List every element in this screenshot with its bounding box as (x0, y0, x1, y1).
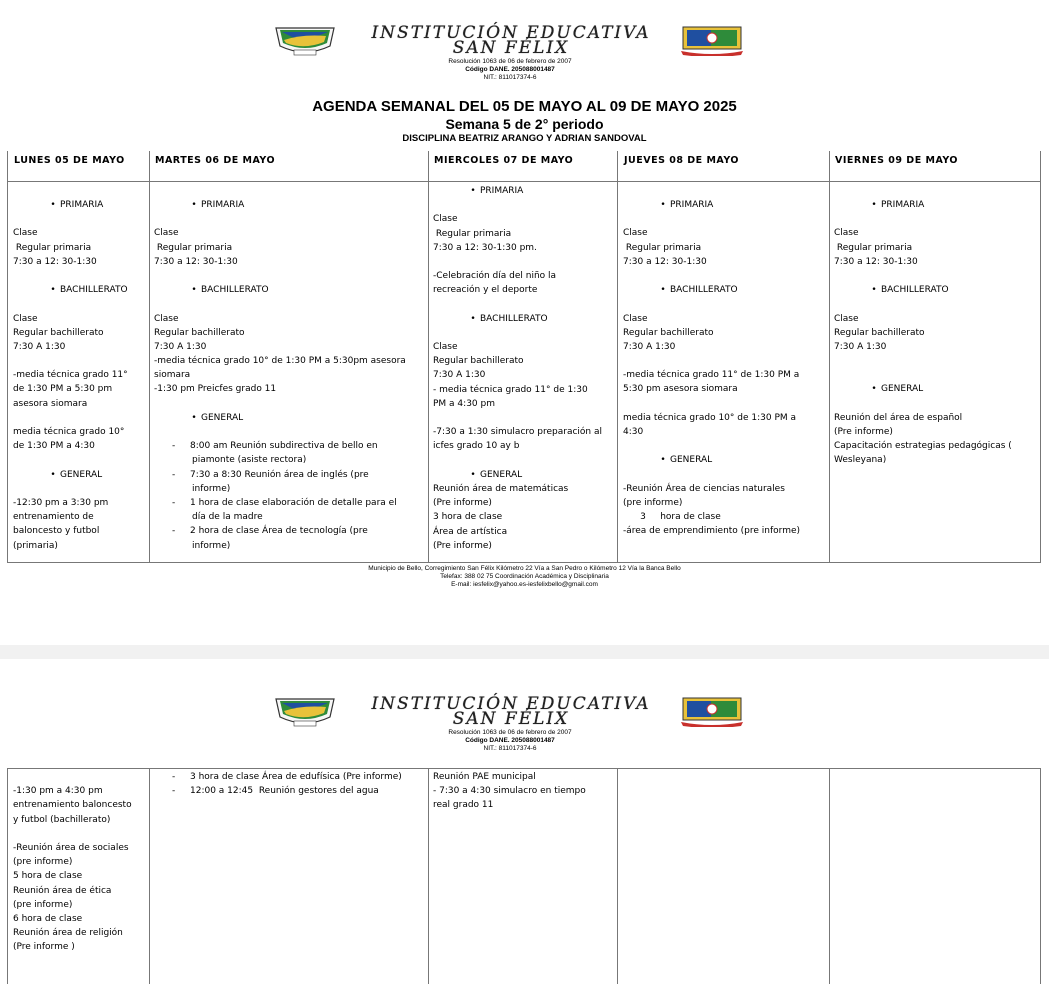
agenda-line: 7:30 A 1:30 (154, 341, 207, 352)
spacer (623, 439, 824, 453)
spacer (154, 269, 423, 283)
dane-code: Código DANE. 205088001487 (465, 737, 555, 744)
day-header-viernes: VIERNES 09 DE MAYO (829, 151, 1040, 182)
nit-text: NIT.: 811017374-6 (483, 745, 537, 752)
spacer (433, 411, 612, 425)
agenda-line: Regular bachillerato (623, 327, 714, 338)
spacer (834, 397, 1035, 411)
agenda-line: Clase (154, 313, 179, 324)
section-heading: • BACHILLERATO (13, 283, 144, 297)
agenda-line: Clase (433, 214, 458, 225)
agenda-line: Regular primaria (13, 242, 92, 253)
agenda-line: recreación y el deporte (433, 285, 538, 296)
agenda-line: (Pre informe) (433, 540, 492, 551)
agenda-line: 5 hora de clase (13, 871, 83, 882)
day-column-lunes (8, 151, 150, 562)
institution-info (380, 729, 640, 753)
dash-list-item: - 8:00 am Reunión subdirectiva de bello en (154, 439, 423, 453)
agenda-line: - 7:30 a 4:30 simulacro en tiempo (433, 786, 586, 797)
day-column-continued-martes (149, 769, 429, 984)
day-header-miercoles: MIERCOLES 07 DE MAYO (428, 151, 617, 182)
agenda-line: 7:30 A 1:30 (834, 341, 887, 352)
agenda-line: real grado 11 (433, 800, 494, 811)
agenda-title: AGENDA SEMANAL DEL 05 DE MAYO AL 09 DE MAYO 2025 (312, 98, 737, 115)
spacer (13, 297, 144, 311)
spacer (154, 297, 423, 311)
agenda-line: piamonte (asiste rectora) (192, 455, 307, 466)
agenda-line: icfes grado 10 ay b (433, 441, 520, 452)
agenda-line: 7:30 A 1:30 (433, 370, 486, 381)
dane-code: Código DANE. 205088001487 (465, 66, 555, 73)
agenda-line: Clase (13, 313, 38, 324)
section-heading: • GENERAL (834, 382, 1035, 396)
footer-telefax: Telefax: 388 02 75 Coordinación Académica y Disciplinaria (440, 573, 609, 580)
spacer (433, 198, 612, 212)
section-heading: • PRIMARIA (154, 198, 423, 212)
institution-name-line2: SAN FÉLIX (452, 709, 570, 729)
section-heading: • GENERAL (154, 411, 423, 425)
section-heading: • BACHILLERATO (433, 312, 612, 326)
spacer (834, 297, 1035, 311)
spacer (834, 368, 1035, 382)
agenda-line: siomara (154, 370, 191, 381)
agenda-line: Reunión del área de español (834, 412, 963, 423)
agenda-line: media técnica grado 10° (13, 427, 125, 437)
spacer (433, 454, 612, 468)
day-column-continued-viernes (829, 769, 1041, 984)
agenda-line: Regular bachillerato (834, 327, 925, 338)
spacer (13, 770, 144, 784)
agenda-line: Clase (154, 228, 179, 239)
page-separator (0, 645, 1049, 659)
bello-shield-logo (272, 697, 338, 727)
dash-list-item: - 12:00 a 12:45 Reunión gestores del agua (154, 784, 423, 798)
agenda-line: -1:30 pm Preicfes grado 11 (154, 384, 277, 395)
agenda-line: (Pre informe ) (13, 942, 75, 953)
institution-name (346, 694, 676, 729)
agenda-line: 3 hora de clase (433, 512, 503, 523)
section-heading: • GENERAL (433, 468, 612, 482)
agenda-discipline: DISCIPLINA BEATRIZ ARANGO Y ADRIAN SANDOVAL (402, 133, 647, 144)
agenda-line: Regular primaria (623, 242, 702, 253)
agenda-line: -media técnica grado 11° de 1:30 PM a (623, 370, 800, 381)
spacer (623, 212, 824, 226)
agenda-line: -Reunión área de sociales (13, 842, 129, 853)
agenda-line: 3 hora de clase (623, 512, 721, 523)
agenda-line: Clase (433, 342, 458, 353)
agenda-line: (pre informe) (13, 899, 73, 910)
agenda-line: Clase (13, 228, 38, 239)
spacer (13, 269, 144, 283)
spacer (834, 269, 1035, 283)
agenda-line: Clase (623, 313, 648, 324)
agenda-line: 6 hora de clase (13, 913, 83, 924)
dash-list-item: - 2 hora de clase Área de tecnología (pre (154, 524, 423, 538)
agenda-line: baloncesto y futbol (13, 526, 100, 537)
footer (0, 565, 1049, 589)
letterhead (0, 23, 1049, 96)
agenda-line: informe) (192, 540, 231, 551)
spacer (623, 468, 824, 482)
section-heading: • PRIMARIA (433, 184, 612, 198)
letterhead (0, 694, 1049, 767)
day-header-jueves: JUEVES 08 DE MAYO (618, 151, 829, 182)
spacer (13, 482, 144, 496)
agenda-line: (pre informe) (13, 857, 73, 868)
section-heading: • GENERAL (13, 468, 144, 482)
agenda-line: informe) (192, 483, 231, 494)
agenda-table (7, 151, 1041, 563)
institution-info (380, 58, 640, 82)
day-header-martes: MARTES 06 DE MAYO (149, 151, 428, 182)
footer-address: Municipio de Bello, Corregimiento San Félix Kilómetro 22 Vía a San Pedro o Kilómetro 12 Vía la Banca Bello (368, 565, 681, 572)
agenda-line: (Pre informe) (834, 427, 893, 437)
agenda-line: entrenamiento baloncesto (13, 800, 132, 811)
day-column-viernes (829, 151, 1041, 562)
document-page-2 (0, 659, 1049, 983)
agenda-line: -Celebración día del niño la (433, 271, 557, 282)
agenda-line: día de la madre (192, 512, 263, 523)
agenda-line: Regular bachillerato (433, 356, 524, 367)
institution-name-line1: INSTITUCIÓN EDUCATIVA (371, 23, 651, 43)
agenda-line: Clase (623, 228, 648, 239)
agenda-line: de 1:30 PM a 5:30 pm (13, 384, 113, 395)
spacer (623, 297, 824, 311)
agenda-subtitle: Semana 5 de 2° periodo (445, 116, 604, 132)
agenda-line: entrenamiento de (13, 512, 94, 523)
spacer (13, 453, 144, 467)
footer-email: E-mail: iesfelix@yahoo.es-iesfelixbello@gmail.com (451, 581, 598, 588)
agenda-line: Regular bachillerato (154, 327, 245, 338)
agenda-line: -12:30 pm a 3:30 pm (13, 497, 109, 508)
institution-name-line2: SAN FÉLIX (452, 38, 570, 58)
institution-name-line1: INSTITUCIÓN EDUCATIVA (371, 694, 651, 714)
agenda-line: 7:30 A 1:30 (623, 341, 676, 352)
agenda-line: -media técnica grado 10° de 1:30 PM a 5:30pm asesora (154, 356, 406, 367)
section-heading: • BACHILLERATO (834, 283, 1035, 297)
agenda-line: Capacitación estrategias pedagógicas ( (834, 441, 1012, 452)
day-activities-lunes (8, 198, 149, 553)
agenda-line: Regular primaria (433, 228, 512, 239)
agenda-line: PM a 4:30 pm (433, 398, 495, 409)
agenda-line: 7:30 a 12: 30-1:30 (13, 256, 97, 267)
section-heading: • BACHILLERATO (623, 283, 824, 297)
day-activities-continued-martes (149, 770, 428, 798)
spacer (433, 255, 612, 269)
agenda-line: Clase (834, 228, 859, 239)
spacer (623, 269, 824, 283)
agenda-line: -media técnica grado 11° (13, 370, 128, 381)
spacer (154, 212, 423, 226)
agenda-line: Wesleyana) (834, 455, 887, 466)
day-column-martes (149, 151, 429, 562)
agenda-line: y futbol (bachillerato) (13, 814, 111, 825)
spacer (623, 397, 824, 411)
agenda-line: 7:30 A 1:30 (13, 341, 66, 352)
agenda-line: 7:30 a 12: 30-1:30 (623, 256, 707, 267)
nit-text: NIT.: 811017374-6 (483, 74, 537, 81)
section-heading: • PRIMARIA (13, 198, 144, 212)
agenda-line: (pre informe) (623, 497, 683, 508)
day-activities-viernes (829, 198, 1040, 468)
agenda-line: Reunión área de matemáticas (433, 483, 569, 494)
institution-name (346, 23, 676, 58)
agenda-line: - media técnica grado 11° de 1:30 (433, 384, 588, 395)
agenda-line: -1:30 pm a 4:30 pm (13, 786, 103, 797)
agenda-line: Reunión área de ética (13, 885, 112, 896)
spacer (433, 326, 612, 340)
section-heading: • PRIMARIA (623, 198, 824, 212)
agenda-line: -área de emprendimiento (pre informe) (623, 526, 801, 537)
san-felix-shield-logo (679, 26, 745, 56)
agenda-line: (primaria) (13, 540, 58, 551)
agenda-table-continued (7, 768, 1041, 984)
dash-list-item: - 3 hora de clase Área de edufísica (Pre informe) (154, 770, 423, 784)
day-column-continued-miercoles (428, 769, 618, 984)
agenda-line: -7:30 a 1:30 simulacro preparación al (433, 427, 602, 438)
day-activities-continued-miercoles (428, 770, 617, 813)
agenda-line: 7:30 a 12: 30-1:30 (834, 256, 918, 267)
spacer (834, 212, 1035, 226)
bello-shield-logo (272, 26, 338, 56)
agenda-line: -Reunión Área de ciencias naturales (623, 483, 785, 494)
agenda-line: Reunión área de religión (13, 928, 123, 939)
san-felix-shield-logo (679, 697, 745, 727)
spacer (834, 354, 1035, 368)
agenda-line: Regular primaria (154, 242, 233, 253)
day-column-continued-lunes (8, 769, 150, 984)
day-activities-continued-lunes (8, 770, 149, 954)
day-column-miercoles (428, 151, 618, 562)
spacer (13, 827, 144, 841)
agenda-line: 7:30 a 12: 30-1:30 pm. (433, 242, 537, 253)
day-activities-miercoles (428, 184, 617, 553)
spacer (433, 298, 612, 312)
dash-list-item: - 1 hora de clase elaboración de detalle para el (154, 496, 423, 510)
day-activities-jueves (618, 198, 829, 539)
agenda-line: Regular primaria (834, 242, 913, 253)
day-activities-martes (149, 198, 428, 553)
resolution-text: Resolución 1063 de 06 de febrero de 2007 (448, 58, 572, 65)
agenda-line: Área de artística (433, 526, 508, 537)
spacer (154, 397, 423, 411)
agenda-line: Regular bachillerato (13, 327, 104, 338)
agenda-line: 7:30 a 12: 30-1:30 (154, 256, 238, 267)
spacer (13, 411, 144, 425)
day-header-lunes: LUNES 05 DE MAYO (8, 151, 149, 182)
dash-list-item: - 7:30 a 8:30 Reunión área de inglés (pre (154, 468, 423, 482)
agenda-line: (Pre informe) (433, 498, 492, 509)
spacer (154, 425, 423, 439)
agenda-line: de 1:30 PM a 4:30 (13, 441, 95, 452)
agenda-line: Clase (834, 313, 859, 324)
agenda-line: media técnica grado 10° de 1:30 PM a (623, 412, 797, 423)
day-column-continued-jueves (618, 769, 830, 984)
agenda-line: 5:30 pm asesora siomara (623, 384, 738, 395)
agenda-line: Reunión PAE municipal (433, 772, 536, 782)
day-column-jueves (618, 151, 830, 562)
spacer (13, 354, 144, 368)
spacer (13, 212, 144, 226)
resolution-text: Resolución 1063 de 06 de febrero de 2007 (448, 729, 572, 736)
agenda-line: asesora siomara (13, 398, 88, 409)
section-heading: • GENERAL (623, 453, 824, 467)
section-heading: • PRIMARIA (834, 198, 1035, 212)
agenda-line: 4:30 (623, 427, 644, 437)
section-heading: • BACHILLERATO (154, 283, 423, 297)
spacer (623, 354, 824, 368)
